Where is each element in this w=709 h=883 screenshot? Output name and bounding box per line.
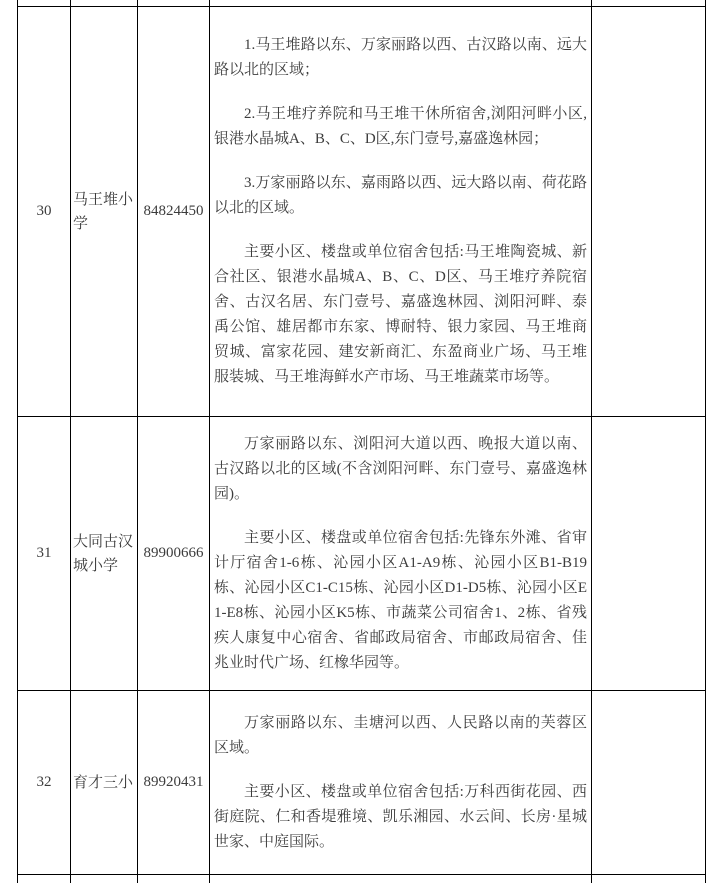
notes-cell — [592, 7, 706, 417]
partial-cell — [210, 875, 592, 883]
catchment-description-cell — [210, 417, 592, 691]
phone-number-cell: 89920431 — [138, 691, 210, 875]
table-row — [18, 7, 706, 417]
district-paragraph: 主要小区、楼盘或单位宿舍包括:万科西街花园、西街庭院、仁和香堤雅境、凯乐湘园、水云间、长房·星城世家、中庭国际。 — [214, 783, 587, 850]
phone-number-cell: 84824450 — [138, 7, 210, 417]
school-name-cell: 育才三小 — [71, 691, 138, 875]
notes-cell — [592, 417, 706, 691]
phone-number-cell: 89900666 — [138, 417, 210, 691]
district-paragraph: 主要小区、楼盘或单位宿舍包括:马王堆陶瓷城、新合社区、银港水晶城A、B、C、D区、马王堆疗养院宿舍、古汉名居、东门壹号、嘉盛逸林园、浏阳河畔、泰禹公馆、雄居都市东家、博耐特、银力家园、马王堆商贸城、富家花园、建安新商汇、东盈商业广场、马王堆服装城、马王堆海鲜水产市场、马王堆蔬菜市场等。 — [214, 244, 587, 385]
district-paragraph: 主要小区、楼盘或单位宿舍包括:先锋东外滩、省审计厅宿舍1-6栋、沁园小区A1-A9栋、沁园小区B1-B19栋、沁园小区C1-C15栋、沁园小区D1-D5栋、沁园小区E1-E8栋、沁园小区K5栋、市蔬菜公司宿舍1、2栋、省残疾人康复中心宿舍、省邮政局宿舍、市邮政局宿舍、佳兆业时代广场、红橡华园等。 — [214, 529, 587, 671]
catchment-description-cell — [210, 7, 592, 417]
school-name-cell: 马王堆小学 — [71, 7, 138, 417]
partial-cell — [18, 875, 71, 883]
district-paragraph: 1.马王堆路以东、万家丽路以西、古汉路以南、远大路以北的区域； — [214, 37, 587, 78]
row-number-cell: 32 — [18, 691, 71, 875]
district-paragraph: 万家丽路以东、圭塘河以西、人民路以南的芙蓉区区域。 — [214, 714, 587, 756]
district-paragraph: 2.马王堆疗养院和马王堆干休所宿舍,浏阳河畔小区,银港水晶城A、B、C、D区,东门壹号,嘉盛逸林园； — [214, 106, 587, 147]
row-number-cell: 31 — [18, 417, 71, 691]
school-catchment-table — [17, 0, 706, 883]
catchment-description-cell — [210, 691, 592, 875]
notes-cell — [592, 691, 706, 875]
district-paragraph: 3.万家丽路以东、嘉雨路以西、远大路以南、荷花路以北的区域。 — [214, 175, 587, 216]
table-row — [18, 417, 706, 691]
partial-cell — [71, 875, 138, 883]
table-row — [18, 691, 706, 875]
partial-cell — [138, 875, 210, 883]
school-name-cell: 大同古汉城小学 — [71, 417, 138, 691]
partial-row-below — [18, 875, 706, 883]
partial-cell — [592, 875, 706, 883]
district-paragraph: 万家丽路以东、浏阳河大道以西、晚报大道以南、古汉路以北的区域(不含浏阳河畔、东门壹号、嘉盛逸林园)。 — [214, 435, 587, 502]
row-number-cell: 30 — [18, 7, 71, 417]
